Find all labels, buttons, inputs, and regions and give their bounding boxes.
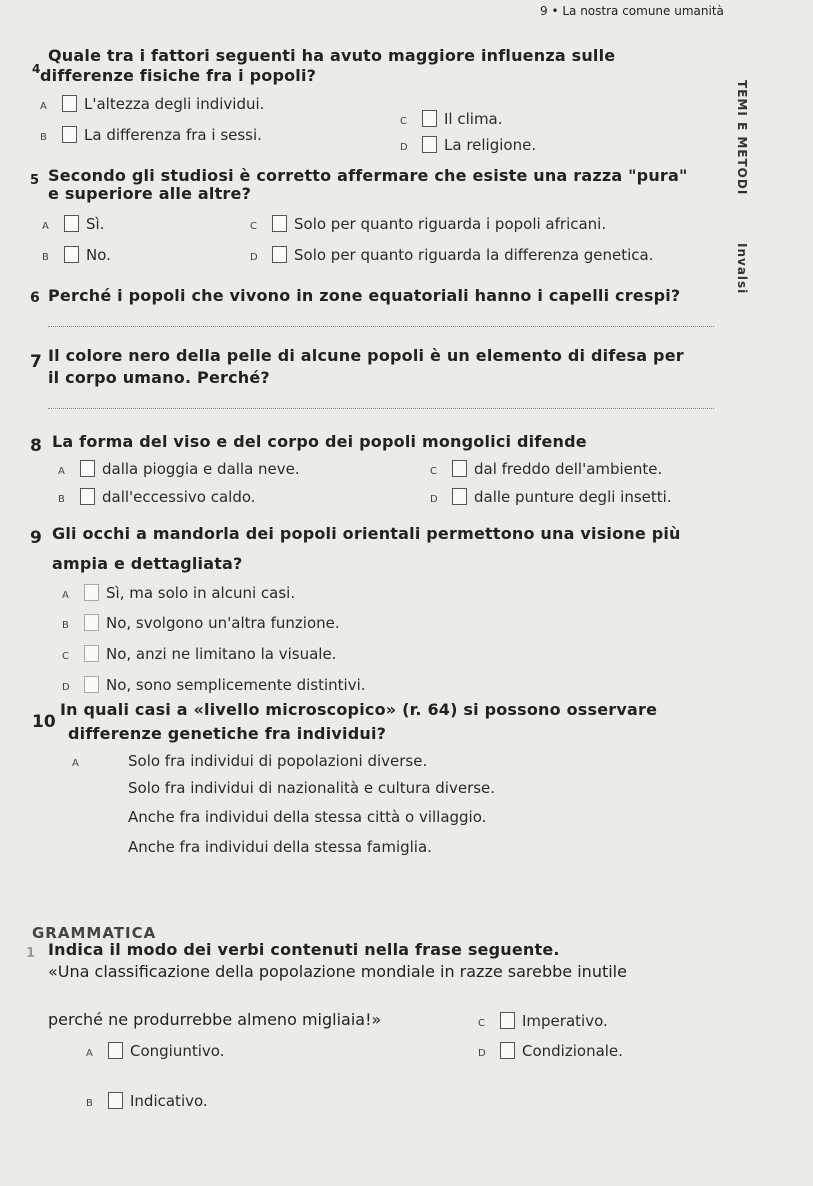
- checkbox[interactable]: [62, 95, 77, 112]
- question-8-option-a[interactable]: A dalla pioggia e dalla neve.: [58, 460, 300, 478]
- question-9-number: 9: [30, 528, 42, 548]
- question-8-option-d[interactable]: D dalle punture degli insetti.: [430, 488, 672, 506]
- grammatica-option-d[interactable]: D Condizionale.: [478, 1042, 623, 1060]
- question-6-number: 6: [30, 290, 40, 306]
- checkbox[interactable]: [84, 614, 99, 631]
- grammatica-label: GRAMMATICA: [32, 924, 157, 942]
- question-8-number: 8: [30, 436, 42, 456]
- question-10-option-b[interactable]: Solo fra individui di nazionalità e cultura diverse.: [128, 779, 496, 797]
- checkbox[interactable]: [422, 110, 437, 127]
- grammatica-question-number: 1: [26, 946, 36, 961]
- checkbox[interactable]: [84, 676, 99, 693]
- question-8-option-c[interactable]: C dal freddo dell'ambiente.: [430, 460, 663, 478]
- checkbox[interactable]: [422, 136, 437, 153]
- checkbox[interactable]: [500, 1042, 515, 1059]
- question-6-text: Perché i popoli che vivono in zone equatoriali hanno i capelli crespi?: [48, 286, 681, 305]
- checkbox[interactable]: [64, 246, 79, 263]
- question-5-text-line2: e superiore alle altre?: [48, 184, 252, 203]
- checkbox[interactable]: [64, 215, 79, 232]
- checkbox[interactable]: [84, 645, 99, 662]
- grammatica-option-b[interactable]: B Indicativo.: [86, 1092, 208, 1110]
- checkbox[interactable]: [62, 126, 77, 143]
- grammatica-quote-line1: «Una classificazione della popolazione mondiale in razze sarebbe inutile: [48, 962, 627, 981]
- question-9-option-a[interactable]: A Sì, ma solo in alcuni casi.: [62, 584, 296, 602]
- question-10-option-a[interactable]: A Solo fra individui di popolazioni diverse.: [72, 752, 428, 770]
- question-4-option-b[interactable]: B La differenza fra i sessi.: [40, 126, 262, 144]
- checkbox[interactable]: [80, 460, 95, 477]
- question-4-number: 4: [32, 62, 41, 76]
- question-4-option-d[interactable]: D La religione.: [400, 136, 537, 154]
- grammatica-quote-line2: perché ne produrrebbe almeno migliaia!»: [48, 1010, 382, 1029]
- question-10-text-line2: differenze genetiche fra individui?: [68, 724, 387, 743]
- grammatica-question-text: Indica il modo dei verbi contenuti nella frase seguente.: [48, 940, 560, 959]
- question-9-option-b[interactable]: B No, svolgono un'altra funzione.: [62, 614, 340, 632]
- grammatica-option-a[interactable]: A Congiuntivo.: [86, 1042, 225, 1060]
- question-7-number: 7: [30, 352, 42, 372]
- question-4-option-c[interactable]: C Il clima.: [400, 110, 503, 128]
- checkbox[interactable]: [452, 488, 467, 505]
- checkbox[interactable]: [108, 1092, 123, 1109]
- question-5-number: 5: [30, 173, 40, 188]
- question-4-text-line2: differenze fisiche fra i popoli?: [40, 66, 317, 85]
- checkbox[interactable]: [272, 246, 287, 263]
- checkbox[interactable]: [84, 584, 99, 601]
- question-8-option-b[interactable]: B dall'eccessivo caldo.: [58, 488, 256, 506]
- question-7-text-line1: Il colore nero della pelle di alcune popoli è un elemento di difesa per: [48, 346, 684, 365]
- checkbox[interactable]: [108, 1042, 123, 1059]
- question-9-text-line1: Gli occhi a mandorla dei popoli orientali permettono una visione più: [52, 524, 681, 543]
- question-5-option-a[interactable]: A Sì.: [42, 215, 105, 233]
- question-8-text: La forma del viso e del corpo dei popoli mongolici difende: [52, 432, 587, 451]
- question-7-answer-line[interactable]: [48, 408, 714, 409]
- question-9-option-c[interactable]: C No, anzi ne limitano la visuale.: [62, 645, 337, 663]
- checkbox[interactable]: [272, 215, 287, 232]
- question-5-option-b[interactable]: B No.: [42, 246, 111, 264]
- question-5-text-line1: Secondo gli studiosi è corretto affermare che esiste una razza "pura": [48, 166, 688, 185]
- side-tab-invalsi: Invalsi: [735, 243, 749, 295]
- side-tab-temi-metodi: TEMI E METODI: [735, 80, 749, 196]
- question-9-text-line2: ampia e dettagliata?: [52, 554, 243, 573]
- question-4-text-line1: Quale tra i fattori seguenti ha avuto maggiore influenza sulle: [48, 46, 616, 65]
- checkbox[interactable]: [500, 1012, 515, 1029]
- checkbox[interactable]: [452, 460, 467, 477]
- question-5-option-d[interactable]: D Solo per quanto riguarda la differenza genetica.: [250, 246, 654, 264]
- question-7-text-line2: il corpo umano. Perché?: [48, 368, 270, 387]
- question-10-text-line1: In quali casi a «livello microscopico» (r. 64) si possono osservare: [60, 700, 658, 719]
- question-6-answer-line[interactable]: [48, 326, 714, 327]
- question-10-option-c[interactable]: Anche fra individui della stessa città o villaggio.: [128, 808, 487, 826]
- question-10-number: 10: [32, 712, 56, 732]
- question-5-option-c[interactable]: C Solo per quanto riguarda i popoli africani.: [250, 215, 607, 233]
- grammatica-option-c[interactable]: C Imperativo.: [478, 1012, 608, 1030]
- question-4-option-a[interactable]: A L'altezza degli individui.: [40, 95, 265, 113]
- question-10-option-d[interactable]: Anche fra individui della stessa famiglia.: [128, 838, 432, 856]
- checkbox[interactable]: [80, 488, 95, 505]
- page-header: 9 • La nostra comune umanità: [540, 4, 724, 18]
- question-9-option-d[interactable]: D No, sono semplicemente distintivi.: [62, 676, 366, 694]
